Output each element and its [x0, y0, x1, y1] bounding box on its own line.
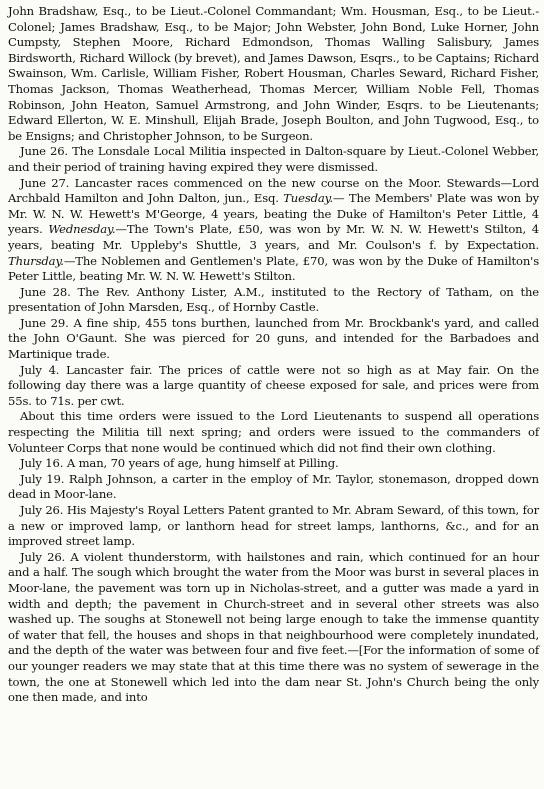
paragraph-text: June 28. The Rev. Anthony Lister, A.M., instituted to the Rectory of Tatham, on the presentation of John Marsden, Esq., of Hornby Castle. — [8, 284, 539, 315]
paragraph-text: July 4. Lancaster fair. The prices of cattle were not so high as at May fair. On the following day there was a large quantity of cheese exposed for sale, and prices were from 55s. to 71s. per cwt. — [8, 362, 539, 408]
paragraph-text: — The Members' Plate was won by Mr. W. N. W. Hewett's M'George, 4 years, beating the Duke of Hamilton's Peter Little, 4 years. — [8, 191, 540, 237]
paragraph-text: John Bradshaw, Esq., to be Lieut.-Colonel Commandant; Wm. Housman, Esq., to be Lieut.-Colonel; James Bradshaw, Esq., to be Major; John Webster, John Bond, Luke Horner, John Cumpsty, Stephen Moore, Richard Edmondson, Thomas Walling Salisbury, James Birdsworth, Richard Willock (by brevet), and James Dawson, Esqrs., to be Captains; Richard Swainson, Wm. Carlisle, William Fisher, Robert Housman, Charles Seward, Richard Fisher, Thomas Jackson, Thomas Weatherhead, Thomas Mercer, William Noble Fell, Thomas Robinson, John Heaton, Samuel Armstrong, and John Winder, Esqrs. to be Lieutenants; Edward Ellerton, W. E. Minshull, Elijah Brade, Joseph Boulton, and John Tugwood, Esq., to be Ensigns; and Christopher Johnson, to be Surgeon. — [8, 4, 539, 143]
paragraph — [8, 4, 539, 144]
paragraph — [8, 409, 539, 456]
paragraph — [8, 144, 539, 175]
paragraph-text: July 16. A man, 70 years of age, hung himself at Pilling. — [20, 456, 339, 471]
paragraph-text: June 27. Lancaster races commenced on the new course on the Moor. Stewards—Lord Archbald Hamilton and John Dalton, jun., Esq. — [8, 175, 539, 206]
paragraph-text: —The Noblemen and Gentlemen's Plate, £70, was won by the Duke of Hamilton's Peter Little, beating Mr. W. N. W. Hewett's Stilton. — [8, 253, 539, 284]
paragraph — [8, 316, 539, 363]
paragraph-text: About this time orders were issued to the Lord Lieutenants to suspend all operations respecting the Militia till next spring; and orders were issued to the commanders of Volunteer Corps that none would be continued which did not find their own clothing. — [8, 409, 539, 455]
paragraph-text: July 26. A violent thunderstorm, with hailstones and rain, which continued for an hour and a half. The sough which brought the water from the Moor was burst in several places in Moor-lane, the pavement was torn up in Nicholas-street, and a gutter was made a yard in width and depth; the pavement in Church-street and in several other streets was also washed up. The soughs at Stonewell not being large enough to take the immense quantity of water that fell, the houses and shops in that neighbourhood were completely inundated, and the depth of the water was between four and five feet.—[For the information of some of our younger readers we may state that at this time there was no system of sewerage in the town, the one at Stonewell which led into the dam near St. John's Church being the only one then made, and into — [8, 549, 539, 705]
paragraph-text: —The Town's Plate, £50, was won by Mr. W. N. W. Hewett's Stilton, 4 years, beating Mr. Uppleby's Shuttle, 3 years, and Mr. Coulson's f. by Expectation. — [8, 222, 539, 252]
italic-day-label: Wednesday. — [48, 222, 116, 237]
paragraph — [8, 456, 539, 472]
paragraph-text: July 26. His Majesty's Royal Letters Patent granted to Mr. Abram Seward, of this town, for a new or improved lamp, or lanthorn head for street lamps, lanthorns, &c., and for an improved street lamp. — [8, 503, 539, 549]
paragraph — [8, 176, 539, 285]
paragraph — [8, 363, 539, 410]
paragraph-text: June 26. The Lonsdale Local Militia inspected in Dalton-square by Lieut.-Colonel Webber, and their period of training having expired they were dismissed. — [8, 144, 539, 174]
italic-day-label: Tuesday. — [283, 191, 334, 206]
paragraph-text: July 19. Ralph Johnson, a carter in the employ of Mr. Taylor, stonemason, dropped down dead in Moor-lane. — [8, 471, 539, 502]
paragraph — [8, 550, 539, 706]
paragraph — [8, 472, 539, 503]
paragraph — [8, 503, 539, 550]
italic-day-label: Thursday. — [8, 253, 64, 268]
paragraph-text: June 29. A fine ship, 455 tons burthen, launched from Mr. Brockbank's yard, and called the John O'Gaunt. She was pierced for 20 guns, and intended for the Barbadoes and Martinique trade. — [8, 315, 539, 362]
paragraph — [8, 285, 539, 316]
